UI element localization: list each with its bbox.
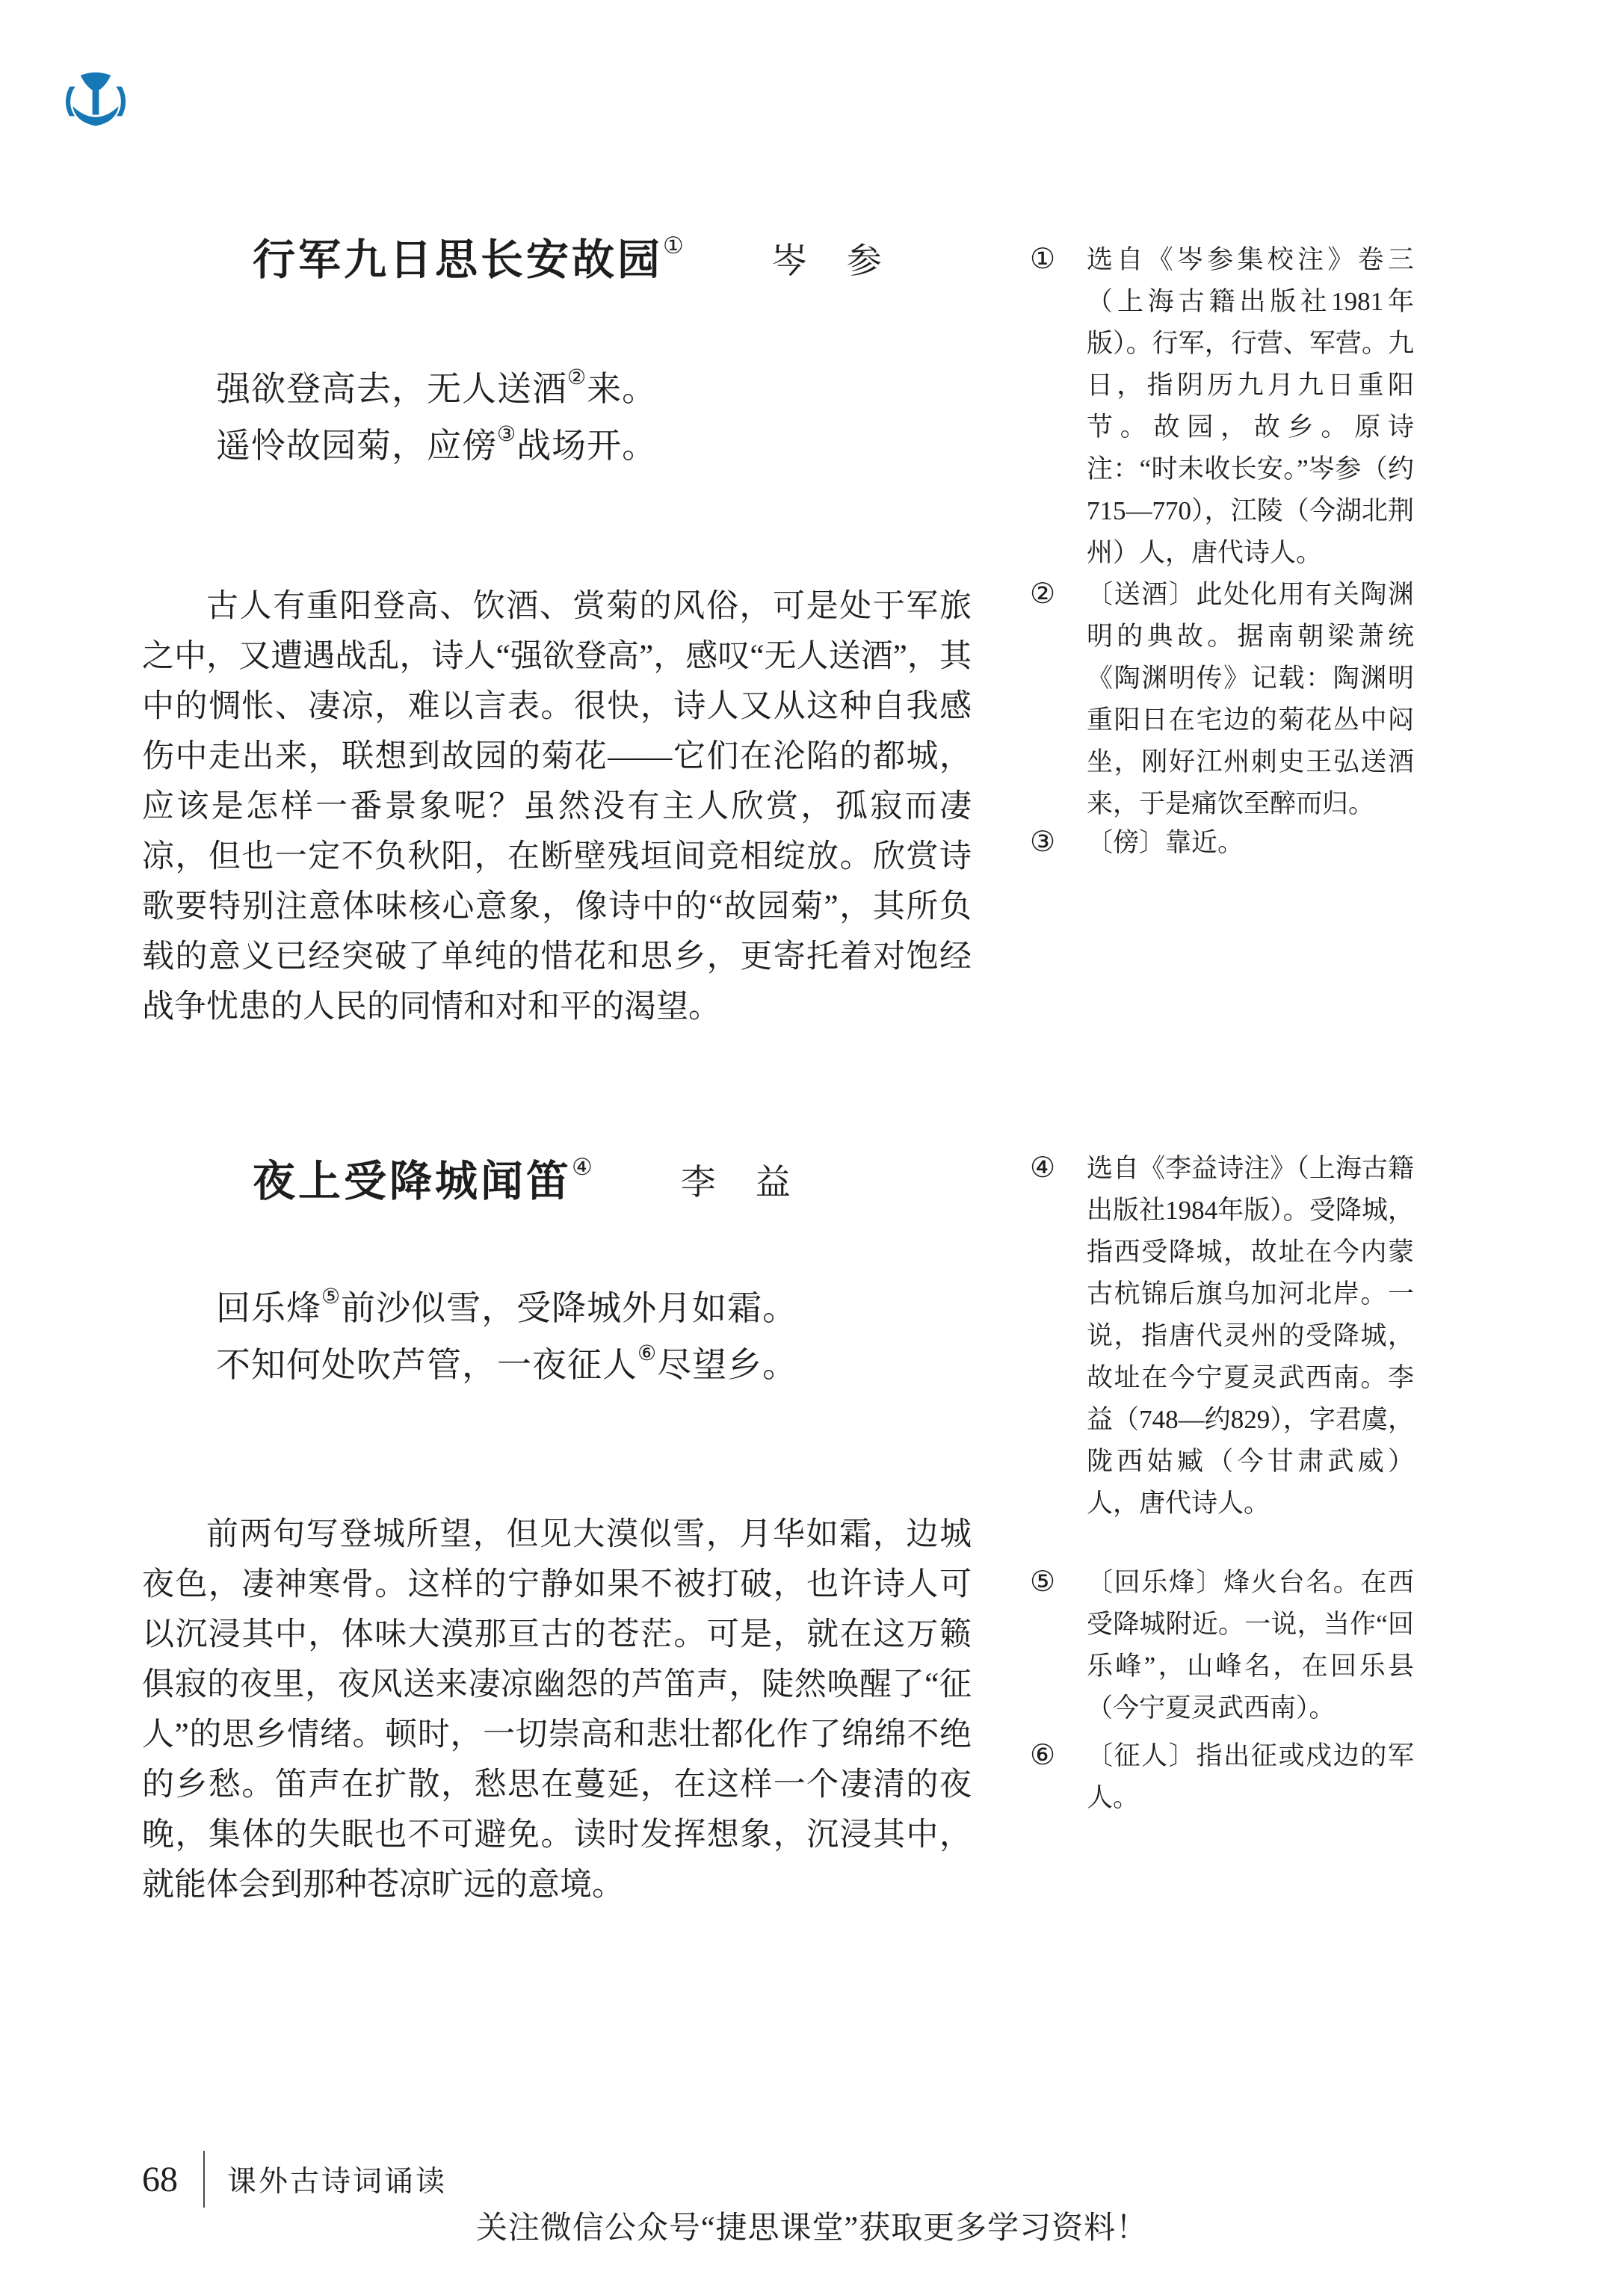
anchor-logo-icon [63,67,129,136]
poem2-author: 李 益 [680,1164,793,1202]
margin-annotation-6 [1030,1735,1414,1819]
annotation-3-text: 〔傍〕靠近。 [1087,828,1244,857]
annotation-4-number: ④ [1030,1152,1056,1184]
poem2-line-2-ref: ⑥ [637,1342,658,1365]
poem1-line-1-text: 强欲登高去，无人送酒 [216,370,567,408]
poem2-line-1-tail: 前沙似雪，受降城外月如霜。 [341,1289,798,1327]
poem1-title-ref: ① [663,232,684,259]
poem1-line-1 [216,350,657,407]
annotation-3-number: ③ [1030,827,1056,858]
poem1-commentary: 古人有重阳登高、饮酒、赏菊的风俗，可是处于军旅之中，又遭遇战乱，诗人“强欲登高”，感叹“无人送酒”，其中的惆怅、凄凉，难以言表。很快，诗人又从这种自我感伤中走出来，联想到故园的菊花——它们在沦陷的都城，应该是怎样一番景象呢？虽然没有主人欣赏，孤寂而凄凉，但也一定不负秋阳，在断壁残垣间竞相绽放。欣赏诗歌要特别注意体味核心意象，像诗中的“故园菊”，其所负载的意义已经突破了单纯的惜花和思乡，更寄托着对饱经战争忧患的人民的同情和对和平的渴望。 [142,589,972,1025]
anchor-logo-svg [63,67,129,136]
poem2-line-2-tail: 尽望乡。 [657,1346,798,1384]
annotation-5-number: ⑤ [1030,1566,1056,1598]
poem1-line-2-tail: 战场开。 [516,427,658,465]
poem1-line-1-tail: 来。 [587,370,658,408]
wechat-watermark-text: 关注微信公众号“捷思课堂”获取更多学习资料！ [475,2211,1149,2246]
margin-annotation-4 [1030,1148,1414,1525]
margin-annotation-5 [1030,1562,1414,1729]
margin-annotation-1 [1030,239,1414,574]
poem1-title [253,233,684,285]
footer-section-title: 课外古诗词诵读 [227,2166,448,2198]
poem2-title [253,1155,593,1206]
poem1-line-2 [216,407,657,463]
margin-annotation-3 [1030,822,1414,864]
annotation-1-number: ① [1030,244,1056,275]
footer-divider [203,2151,205,2208]
poem1-line-2-ref: ③ [497,423,517,446]
annotation-5-text: 〔回乐烽〕烽火台名。在西受降城附近。一说，当作“回乐峰”，山峰名，在回乐县（今宁夏灵武西南）。 [1087,1568,1414,1723]
poem2-line-1-ref: ⑤ [321,1285,342,1309]
page-footer [142,2151,447,2208]
poem2-line-2-text: 不知何处吹芦管，一夜征人 [216,1346,637,1384]
poem2-line-1-text: 回乐烽 [216,1289,321,1327]
poem1-line-1-ref: ② [567,366,587,389]
poem2-title-row [253,1155,793,1206]
poem2-title-ref: ④ [572,1154,593,1181]
annotation-6-number: ⑥ [1030,1740,1056,1771]
poem1-title-text: 行军九日思长安故园 [253,237,663,285]
poem2-body [216,1269,797,1383]
annotation-1-text: 选自《岑参集校注》卷三（上海古籍出版社1981年版）。行军，行营、军营。九日，指阴历九月九日重阳节。故园，故乡。原诗注：“时未收长安。”岑参（约715—770），江陵（今湖北荆州）人，唐代诗人。 [1087,245,1414,567]
poem2-commentary: 前两句写登城所望，但见大漠似雪，月华如霜，边城夜色，凄神寒骨。这样的宁静如果不被打破，也许诗人可以沉浸其中，体味大漠那亘古的苍茫。可是，就在这万籁俱寂的夜里，夜风送来凄凉幽怨的芦笛声，陡然唤醒了“征人”的思乡情绪。顿时，一切崇高和悲壮都化作了绵绵不绝的乡愁。笛声在扩散，愁思在蔓延，在这样一个凄清的夜晚，集体的失眠也不可避免。读时发挥想象，沉浸其中，就能体会到那种苍凉旷远的意境。 [142,1517,972,1903]
poem2-line-1 [216,1269,797,1326]
annotation-6-text: 〔征人〕指出征或戍边的军人。 [1087,1741,1414,1812]
annotation-4-text: 选自《李益诗注》（上海古籍出版社1984年版）。受降城，指西受降城，故址在今内蒙古杭锦后旗乌加河北岸。一说，指唐代灵州的受降城，故址在今宁夏灵武西南。李益（748—约829），字君虞，陇西姑臧（今甘肃武威）人，唐代诗人。 [1087,1154,1414,1518]
poem1-body [216,350,657,463]
poem1-title-row [253,233,884,285]
page-number: 68 [142,2159,178,2199]
annotation-2-number: ② [1030,578,1056,610]
poem1-line-2-text: 遥怜故园菊，应傍 [216,427,497,465]
annotation-2-text: 〔送酒〕此处化用有关陶渊明的典故。据南朝梁萧统《陶渊明传》记载：陶渊明重阳日在宅边的菊花丛中闷坐，刚好江州刺史王弘送酒来，于是痛饮至醉而归。 [1087,580,1414,818]
poem1-author: 岑 参 [771,242,884,281]
margin-annotation-2 [1030,574,1414,825]
poem2-line-2 [216,1326,797,1383]
poem2-title-text: 夜上受降城闻笛 [253,1158,572,1206]
